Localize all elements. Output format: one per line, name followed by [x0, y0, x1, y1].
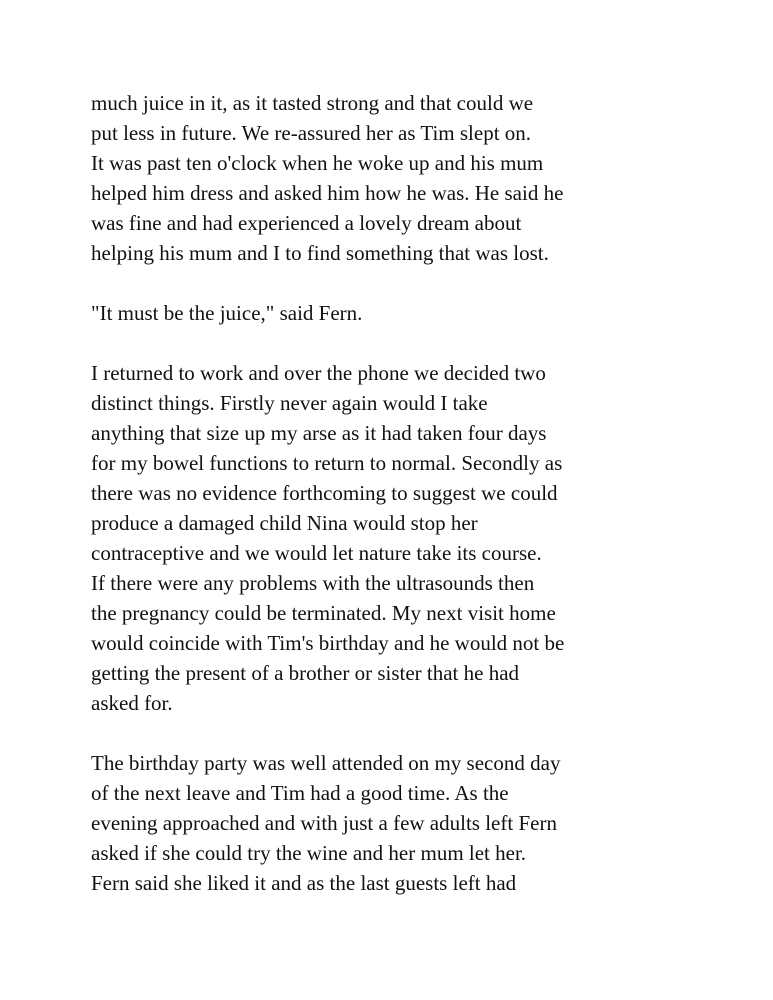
text-line: I returned to work and over the phone we decided two: [91, 361, 546, 385]
text-line: there was no evidence forthcoming to suggest we could: [91, 481, 558, 505]
text-line: would coincide with Tim's birthday and he would not be: [91, 631, 565, 655]
text-line: of the next leave and Tim had a good time. As the: [91, 781, 509, 805]
text-line: "It must be the juice," said Fern.: [91, 301, 363, 325]
text-line: for my bowel functions to return to normal. Secondly as: [91, 451, 563, 475]
text-line: put less in future. We re-assured her as Tim slept on.: [91, 121, 532, 145]
paragraph: [91, 358, 651, 718]
paragraph: [91, 88, 651, 268]
text-line: helped him dress and asked him how he was. He said he: [91, 181, 564, 205]
text-line: the pregnancy could be terminated. My next visit home: [91, 601, 556, 625]
text-line: The birthday party was well attended on my second day: [91, 751, 561, 775]
paragraph: [91, 298, 651, 328]
text-line: produce a damaged child Nina would stop her: [91, 511, 478, 535]
text-line: contraceptive and we would let nature take its course.: [91, 541, 542, 565]
text-line: evening approached and with just a few adults left Fern: [91, 811, 557, 835]
paragraph: [91, 748, 651, 898]
text-line: asked for.: [91, 691, 173, 715]
text-line: If there were any problems with the ultrasounds then: [91, 571, 535, 595]
document-page: [91, 88, 651, 928]
text-line: helping his mum and I to find something that was lost.: [91, 241, 549, 265]
text-line: It was past ten o'clock when he woke up and his mum: [91, 151, 544, 175]
text-line: distinct things. Firstly never again would I take: [91, 391, 488, 415]
text-line: was fine and had experienced a lovely dream about: [91, 211, 522, 235]
text-line: Fern said she liked it and as the last guests left had: [91, 871, 517, 895]
text-line: anything that size up my arse as it had taken four days: [91, 421, 547, 445]
text-line: getting the present of a brother or sister that he had: [91, 661, 520, 685]
text-line: much juice in it, as it tasted strong and that could we: [91, 91, 534, 115]
text-line: asked if she could try the wine and her mum let her.: [91, 841, 527, 865]
